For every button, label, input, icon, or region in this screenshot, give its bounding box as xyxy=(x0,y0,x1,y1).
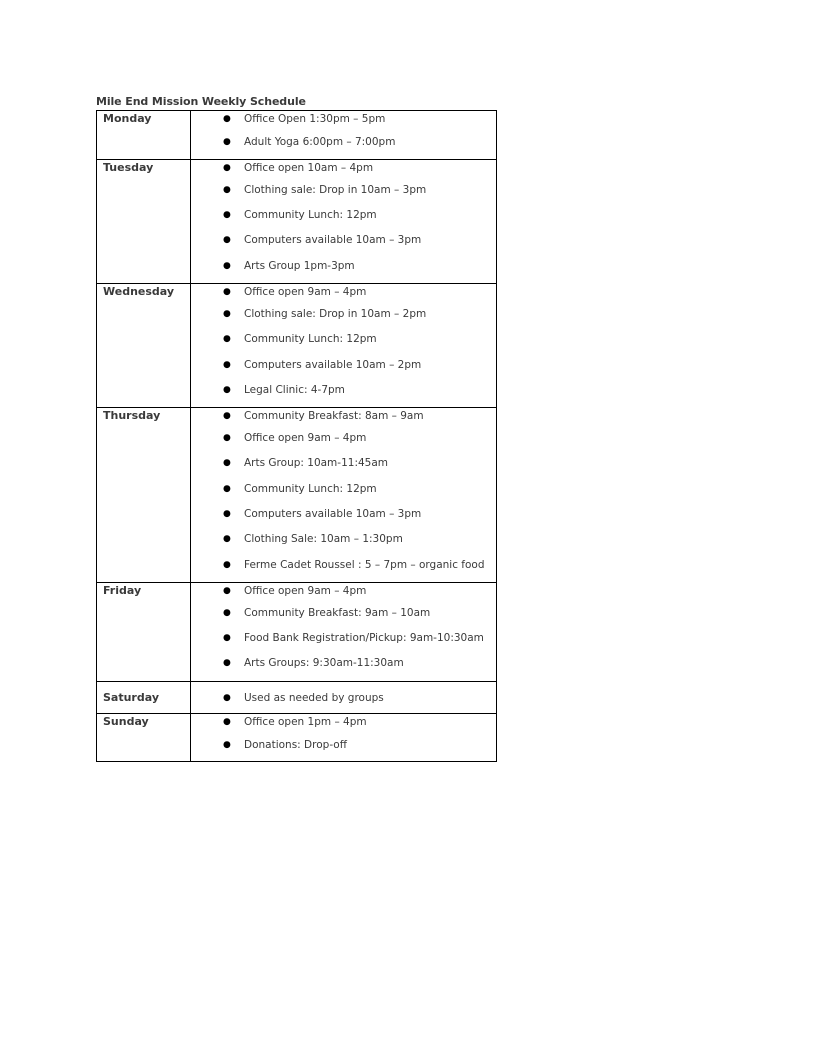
schedule-row-monday xyxy=(97,111,497,160)
schedule-row-thursday xyxy=(97,408,497,583)
activity-item: ● Arts Groups: 9:30am-11:30am xyxy=(223,657,404,669)
activity-item: ● Donations: Drop-off xyxy=(223,739,347,751)
items-cell xyxy=(191,583,497,682)
bullet-icon: ● xyxy=(223,334,231,344)
bullet-icon: ● xyxy=(223,608,231,618)
bullet-icon: ● xyxy=(223,385,231,395)
bullet-icon: ● xyxy=(223,433,231,443)
day-cell xyxy=(97,682,191,714)
day-label-wednesday: Wednesday xyxy=(103,285,175,298)
document-title: Mile End Mission Weekly Schedule xyxy=(96,95,306,108)
day-label-saturday: Saturday xyxy=(103,690,159,704)
bullet-icon: ● xyxy=(223,586,231,596)
day-cell xyxy=(97,111,191,160)
activity-item: ● Adult Yoga 6:00pm – 7:00pm xyxy=(223,136,396,148)
activity-item: ● Office open 9am – 4pm xyxy=(223,286,367,298)
bullet-icon: ● xyxy=(223,185,231,195)
bullet-icon: ● xyxy=(223,411,231,421)
activity-item: ● Ferme Cadet Roussel : 5 – 7pm – organic food xyxy=(223,559,485,571)
activity-list xyxy=(191,715,496,752)
bullet-icon: ● xyxy=(223,360,231,370)
activity-item: ● Community Breakfast: 9am – 10am xyxy=(223,607,431,619)
day-label-thursday: Thursday xyxy=(103,409,161,422)
bullet-icon: ● xyxy=(223,137,231,147)
items-cell xyxy=(191,111,497,160)
day-cell xyxy=(97,408,191,583)
items-cell xyxy=(191,160,497,284)
activity-item: ● Computers available 10am – 2pm xyxy=(223,359,422,371)
activity-item: ● Office open 9am – 4pm xyxy=(223,585,367,597)
items-cell xyxy=(191,682,497,714)
day-label-friday: Friday xyxy=(103,584,142,597)
schedule-row-tuesday xyxy=(97,160,497,284)
items-cell xyxy=(191,284,497,408)
bullet-icon: ● xyxy=(223,509,231,519)
activity-item: ● Clothing sale: Drop in 10am – 3pm xyxy=(223,184,427,196)
activity-item: ● Legal Clinic: 4-7pm xyxy=(223,384,345,396)
weekly-schedule-table xyxy=(96,110,497,762)
day-cell xyxy=(97,583,191,682)
day-cell xyxy=(97,284,191,408)
activity-item: ● Office open 10am – 4pm xyxy=(223,162,374,174)
activity-list xyxy=(191,161,496,273)
schedule-row-friday xyxy=(97,583,497,682)
activity-list xyxy=(191,112,496,149)
bullet-icon: ● xyxy=(223,692,231,703)
bullet-icon: ● xyxy=(223,163,231,173)
bullet-icon: ● xyxy=(223,210,231,220)
bullet-icon: ● xyxy=(223,534,231,544)
activity-list xyxy=(191,409,496,572)
activity-item: ● Community Lunch: 12pm xyxy=(223,333,377,345)
activity-item: ● Arts Group: 10am-11:45am xyxy=(223,457,389,469)
bullet-icon: ● xyxy=(223,658,231,668)
schedule-row-sunday xyxy=(97,714,497,762)
activity-item: ● Office open 1pm – 4pm xyxy=(223,716,367,728)
bullet-icon: ● xyxy=(223,484,231,494)
items-cell xyxy=(191,714,497,762)
day-label-sunday: Sunday xyxy=(103,715,149,728)
schedule-row-wednesday xyxy=(97,284,497,408)
day-label-monday: Monday xyxy=(103,112,152,125)
bullet-icon: ● xyxy=(223,235,231,245)
day-cell xyxy=(97,160,191,284)
day-cell xyxy=(97,714,191,762)
activity-list xyxy=(191,584,496,670)
bullet-icon: ● xyxy=(223,560,231,570)
activity-item: ● Office Open 1:30pm – 5pm xyxy=(223,113,386,125)
activity-item: ● Community Lunch: 12pm xyxy=(223,483,377,495)
bullet-icon: ● xyxy=(223,458,231,468)
activity-item: ● Community Breakfast: 8am – 9am xyxy=(223,410,424,422)
activity-item: ● Arts Group 1pm-3pm xyxy=(223,260,355,272)
bullet-icon: ● xyxy=(223,114,231,124)
activity-item: ● Used as needed by groups xyxy=(223,691,384,704)
activity-item: ● Office open 9am – 4pm xyxy=(223,432,367,444)
items-cell xyxy=(191,408,497,583)
activity-item: ● Computers available 10am – 3pm xyxy=(223,508,422,520)
activity-item: ● Computers available 10am – 3pm xyxy=(223,234,422,246)
activity-item: ● Clothing Sale: 10am – 1:30pm xyxy=(223,533,403,545)
bullet-icon: ● xyxy=(223,261,231,271)
activity-list xyxy=(191,285,496,397)
schedule-row-saturday xyxy=(97,682,497,714)
day-label-tuesday: Tuesday xyxy=(103,161,154,174)
activity-item: ● Food Bank Registration/Pickup: 9am-10:30am xyxy=(223,632,484,644)
activity-item: ● Community Lunch: 12pm xyxy=(223,209,377,221)
bullet-icon: ● xyxy=(223,717,231,727)
bullet-icon: ● xyxy=(223,633,231,643)
bullet-icon: ● xyxy=(223,740,231,750)
bullet-icon: ● xyxy=(223,309,231,319)
activity-list xyxy=(191,691,496,705)
activity-item: ● Clothing sale: Drop in 10am – 2pm xyxy=(223,308,427,320)
bullet-icon: ● xyxy=(223,287,231,297)
